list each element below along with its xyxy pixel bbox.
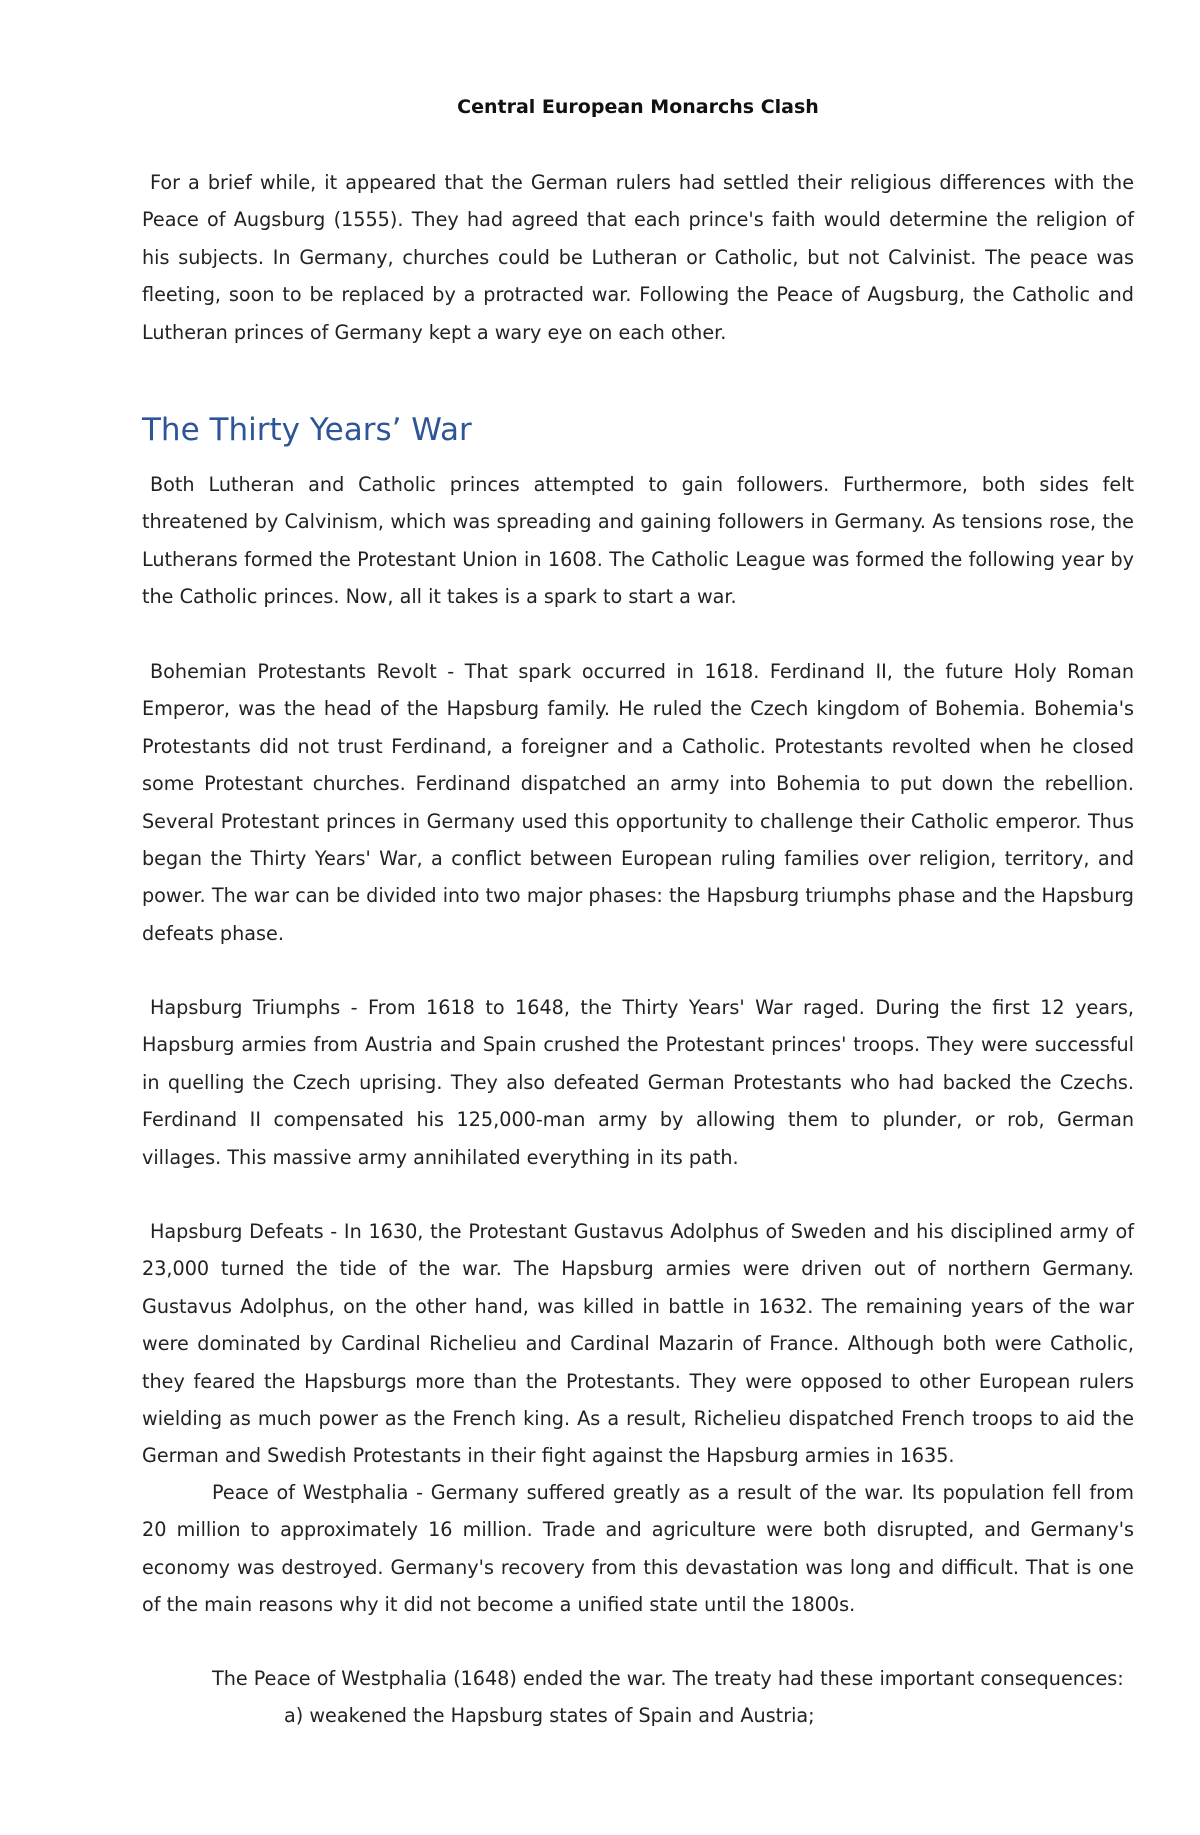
paragraph-hapsburg-defeats: Hapsburg Defeats - In 1630, the Protestant Gustavus Adolphus of Sweden and his disciplined army of 23,000 turned the tide of the war. The Hapsburg armies were driven out of northern Germany. Gustavus Adolphus, on the other hand, was killed in battle in 1632. The remaining years of the war were dominated by Cardinal Richelieu and Cardinal Mazarin of France. Although both were Catholic, they feared the Hapsburgs more than the Protestants. They were opposed to other European rulers wielding as much power as the French king. As a result, Richelieu dispatched French troops to aid the German and Swedish Protestants in their fight against the Hapsburg armies in 1635. [142, 1220, 1134, 1468]
paragraph-treaty-consequences: The Peace of Westphalia (1648) ended the war. The treaty had these important consequences: [212, 1667, 1124, 1690]
document-title: Central European Monarchs Clash [457, 96, 819, 118]
paragraph-hapsburg-triumphs: Hapsburg Triumphs - From 1618 to 1648, the Thirty Years' War raged. During the first 12 years, Hapsburg armies from Austria and Spain crushed the Protestant princes' troops. They were successful in quelling the Czech uprising. They also defeated German Protestants who had backed the Czechs. Ferdinand II compensated his 125,000-man army by allowing them to plunder, or rob, German villages. This massive army annihilated everything in its path. [142, 996, 1134, 1169]
list-item: a) weakened the Hapsburg states of Spain and Austria; [284, 1704, 815, 1727]
paragraph-unions: Both Lutheran and Catholic princes attempted to gain followers. Furthermore, both sides felt threatened by Calvinism, which was spreading and gaining followers in Germany. As tensions rose, the Lutherans formed the Protestant Union in 1608. The Catholic League was formed the following year by the Catholic princes. Now, all it takes is a spark to start a war. [142, 473, 1134, 609]
paragraph-peace-of-westphalia: Peace of Westphalia - Germany suffered greatly as a result of the war. Its population fell from 20 million to approximately 16 million. Trade and agriculture were both disrupted, and Germany's economy was destroyed. Germany's recovery from this devastation was long and difficult. That is one of the main reasons why it did not become a unified state until the 1800s. [142, 1481, 1134, 1617]
section-heading: The Thirty Years’ War [142, 412, 472, 448]
paragraph-bohemian-revolt: Bohemian Protestants Revolt - That spark occurred in 1618. Ferdinand II, the future Holy Roman Emperor, was the head of the Hapsburg family. He ruled the Czech kingdom of Bohemia. Bohemia's Protestants did not trust Ferdinand, a foreigner and a Catholic. Protestants revolted when he closed some Protestant churches. Ferdinand dispatched an army into Bohemia to put down the rebellion. Several Protestant princes in Germany used this opportunity to challenge their Catholic emperor. Thus began the Thirty Years' War, a conflict between European ruling families over religion, territory, and power. The war can be divided into two major phases: the Hapsburg triumphs phase and the Hapsburg defeats phase. [142, 660, 1134, 945]
intro-paragraph: For a brief while, it appeared that the German rulers had settled their religious differences with the Peace of Augsburg (1555). They had agreed that each prince's faith would determine the religion of his subjects. In Germany, churches could be Lutheran or Catholic, but not Calvinist. The peace was fleeting, soon to be replaced by a protracted war. Following the Peace of Augsburg, the Catholic and Lutheran princes of Germany kept a wary eye on each other. [142, 171, 1134, 344]
